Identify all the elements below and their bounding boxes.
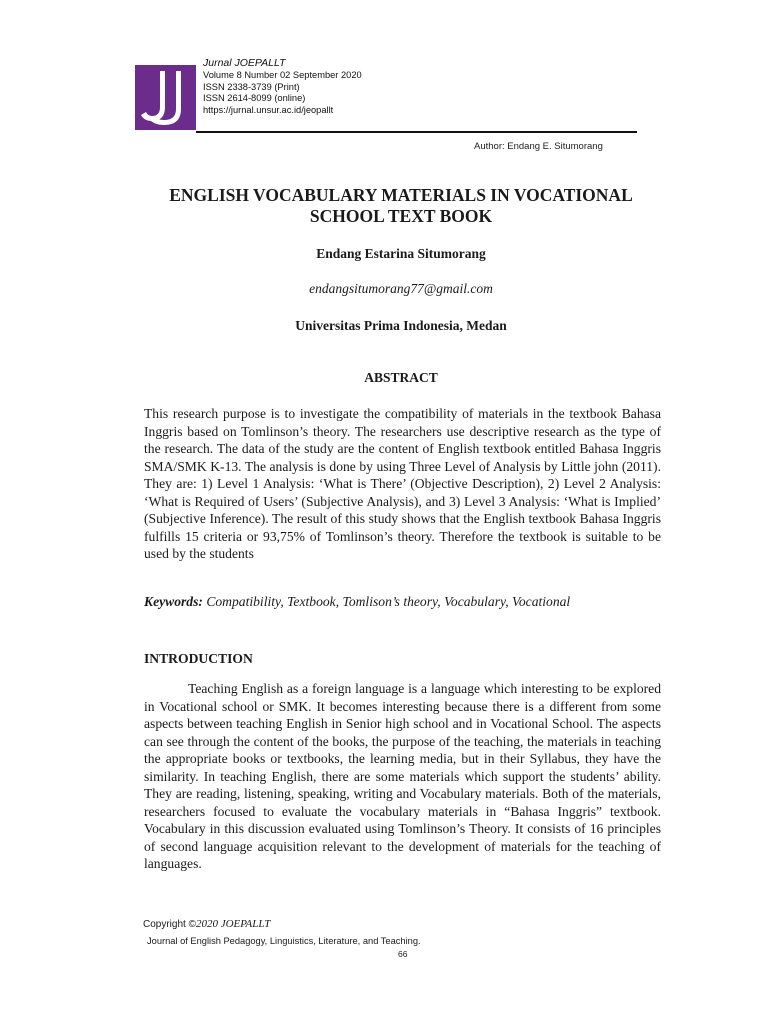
page-number: 66	[398, 949, 408, 959]
copyright-line	[143, 918, 270, 930]
author-email[interactable]: endangsitumorang77@gmail.com	[309, 281, 493, 296]
author-affiliation: Universitas Prima Indonesia, Medan	[295, 318, 507, 333]
paper-title	[140, 185, 662, 227]
keywords-line	[144, 594, 661, 610]
introduction-heading: INTRODUCTION	[144, 651, 253, 666]
issn-print: ISSN 2338-3739 (Print)	[203, 81, 300, 92]
header-divider	[196, 131, 637, 133]
copyright-journal: 2020 JOEPALLT	[195, 918, 271, 930]
paper-title-line2: SCHOOL TEXT BOOK	[309, 206, 493, 226]
copyright-prefix: Copyright ©	[143, 919, 196, 930]
abstract-text: This research purpose is to investigate the compatibility of materials in the textbook Bahasa Inggris based on Tomlinson’s theory. The researchers use descriptive research as the type of the research. The data of the study are the content of English textbook entitled Bahasa Inggris SMA/SMK K-13. The analysis is done by using Three Level of Analysis by Little john (2011). They are: 1) Level 1 Analysis: ‘What is There’ (Objective Description), 2) Level 2 Analysis: ‘What is Required of Users’ (Subjective Analysis), and 3) Level 3 Analysis: ‘What is Implied’ (Subjective Inference). The result of this study shows that the English textbook Bahasa Inggris fulfills 15 criteria or 93,75% of Tomlinson’s theory. Therefore the textbook is suitable to be used by the students	[144, 406, 661, 561]
journal-url[interactable]: https://jurnal.unsur.ac.id/jeopallt	[203, 104, 334, 115]
journal-name: Jurnal JOEPALLT	[203, 57, 286, 69]
keywords-list: Compatibility, Textbook, Tomlison’s theory, Vocabulary, Vocational	[206, 594, 571, 609]
paper-title-line1: ENGLISH VOCABULARY MATERIALS IN VOCATIONAL	[169, 185, 633, 205]
abstract-heading: ABSTRACT	[364, 370, 438, 385]
author-name: Endang Estarina Situmorang	[316, 246, 486, 261]
running-author: Author: Endang E. Situmorang	[474, 141, 603, 152]
journal-header-info	[203, 56, 362, 116]
keywords-label: Keywords:	[144, 594, 203, 609]
issn-online: ISSN 2614-8099 (online)	[203, 93, 306, 104]
journal-logo-icon	[135, 65, 196, 130]
journal-full-name: Journal of English Pedagogy, Linguistics, Literature, and Teaching.	[147, 936, 421, 946]
journal-volume: Volume 8 Number 02 September 2020	[203, 70, 362, 80]
introduction-text: Teaching English as a foreign language is a language which interesting to be explored in Vocational school or SMK. It becomes interesting because there is a different from some aspects between teaching English in Senior high school and in Vocational School. The aspects can see through the content of the books, the purpose of the teaching, the materials in teaching the appropriate books or textbooks, the learning media, but in their Syllabus, they have the similarity. In teaching English, there are some materials which support the students’ ability. They are reading, listening, speaking, writing and Vocabulary materials. Both of the materials, researchers focused to evaluate the vocabulary materials in “Bahasa Inggris” textbook. Vocabulary in this discussion evaluated using Tomlinson’s Theory. It consists of 16 principles of second language acquisition relevant to the development of materials for the teaching of languages.	[144, 681, 661, 871]
